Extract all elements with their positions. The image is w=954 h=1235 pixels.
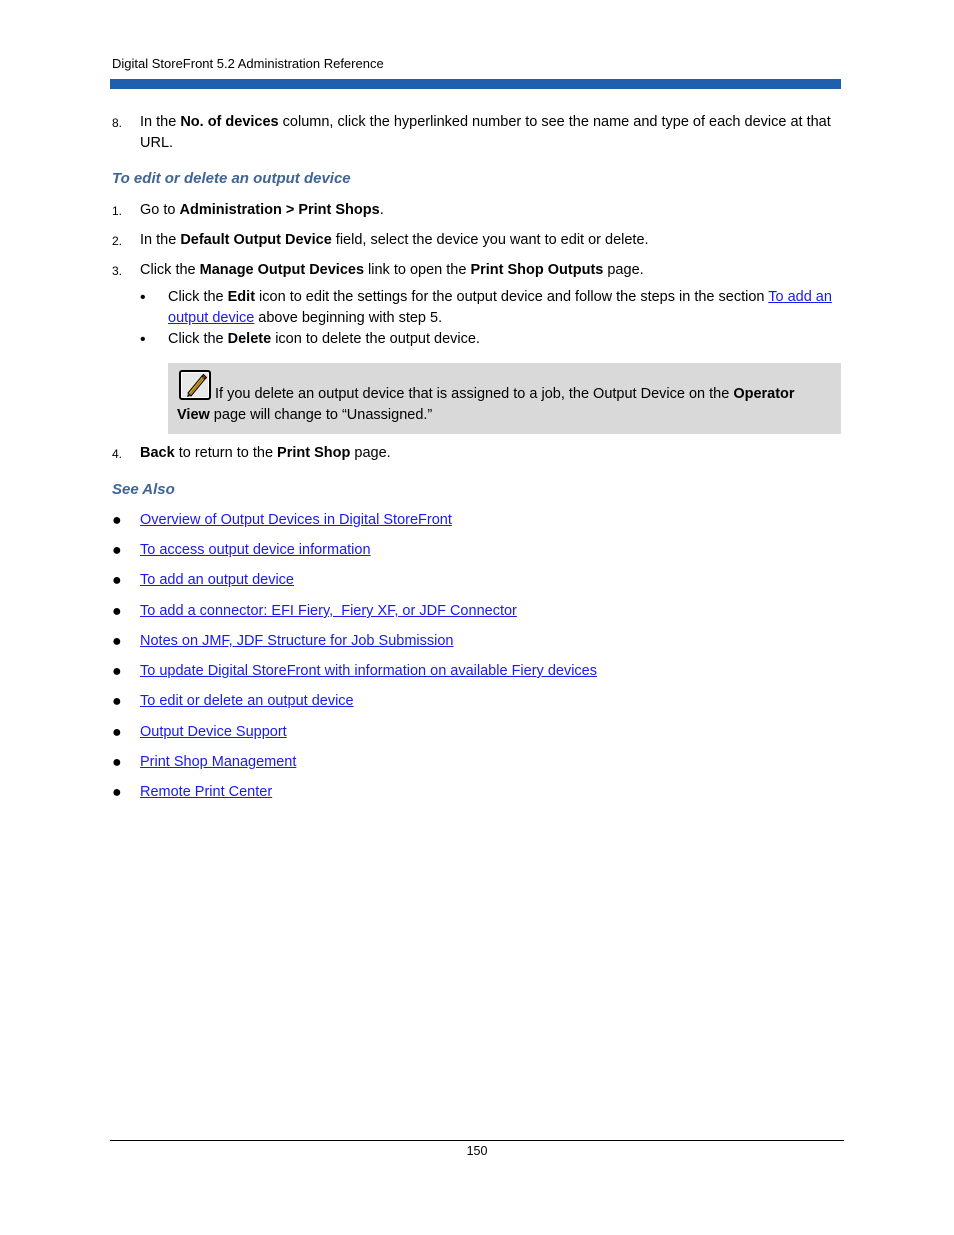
step-4	[112, 443, 841, 464]
bullet-dot: •	[140, 331, 146, 348]
step-number: 1.	[112, 204, 123, 218]
step-number: 3.	[112, 264, 123, 278]
step-text: In the No. of devices column, click the hyperlinked number to see the name and type of each device at that URL.	[140, 114, 831, 151]
step-3	[112, 260, 841, 281]
header-rule	[110, 79, 841, 89]
see-also-link[interactable]: Notes on JMF, JDF Structure for Job Submission	[140, 633, 454, 649]
running-header: Digital StoreFront 5.2 Administration Reference	[112, 56, 384, 71]
bullet-dot: ●	[112, 542, 122, 559]
link-to-add-output-device[interactable]: To add an output device	[168, 289, 832, 326]
bullet-dot: ●	[112, 784, 122, 801]
step-text: Click the Manage Output Devices link to open the Print Shop Outputs page.	[140, 262, 644, 278]
sub-bullet-edit	[140, 287, 840, 329]
bullet-dot: ●	[112, 633, 122, 650]
see-also-link[interactable]: To update Digital StoreFront with information on available Fiery devices	[140, 663, 597, 679]
section-heading-see-also: See Also	[112, 481, 175, 498]
step-text: Back to return to the Print Shop page.	[140, 445, 391, 461]
footer-rule	[110, 1140, 844, 1141]
step-1	[112, 200, 841, 221]
sub-bullet-delete	[140, 329, 840, 350]
section-heading-edit-delete: To edit or delete an output device	[112, 170, 351, 187]
bullet-dot: ●	[112, 512, 122, 529]
step-number: 4.	[112, 447, 123, 461]
bullet-dot: •	[140, 289, 146, 306]
page-number: 150	[466, 1144, 488, 1158]
note-text: If you delete an output device that is assigned to a job, the Output Device on the Operator View page will change to “Unassigned.”	[177, 386, 795, 423]
see-also-link[interactable]: To add an output device	[140, 572, 294, 588]
see-also-link[interactable]: Print Shop Management	[140, 754, 297, 770]
bullet-dot: ●	[112, 603, 122, 620]
step-2	[112, 230, 841, 251]
step-8	[112, 112, 841, 154]
step-number: 8.	[112, 116, 123, 130]
bullet-text: Click the Edit icon to edit the settings for the output device and follow the steps in the section To add an output device above beginning with step 5.	[168, 289, 832, 326]
step-number: 2.	[112, 234, 123, 248]
see-also-link[interactable]: Remote Print Center	[140, 784, 273, 800]
see-also-link[interactable]: Output Device Support	[140, 724, 287, 740]
bullet-text: Click the Delete icon to delete the output device.	[168, 331, 480, 347]
bullet-dot: ●	[112, 724, 122, 741]
see-also-link[interactable]: Overview of Output Devices in Digital StoreFront	[140, 512, 452, 528]
bullet-dot: ●	[112, 754, 122, 771]
step-text: Go to Administration > Print Shops.	[140, 202, 384, 218]
step-text: In the Default Output Device field, select the device you want to edit or delete.	[140, 232, 649, 248]
see-also-link[interactable]: To edit or delete an output device	[140, 693, 354, 709]
see-also-link[interactable]: To add a connector: EFI Fiery, Fiery XF, or JDF Connector	[140, 603, 517, 619]
see-also-link[interactable]: To access output device information	[140, 542, 371, 558]
note-box	[168, 363, 841, 434]
bullet-dot: ●	[112, 663, 122, 680]
bullet-dot: ●	[112, 572, 122, 589]
bullet-dot: ●	[112, 693, 122, 710]
